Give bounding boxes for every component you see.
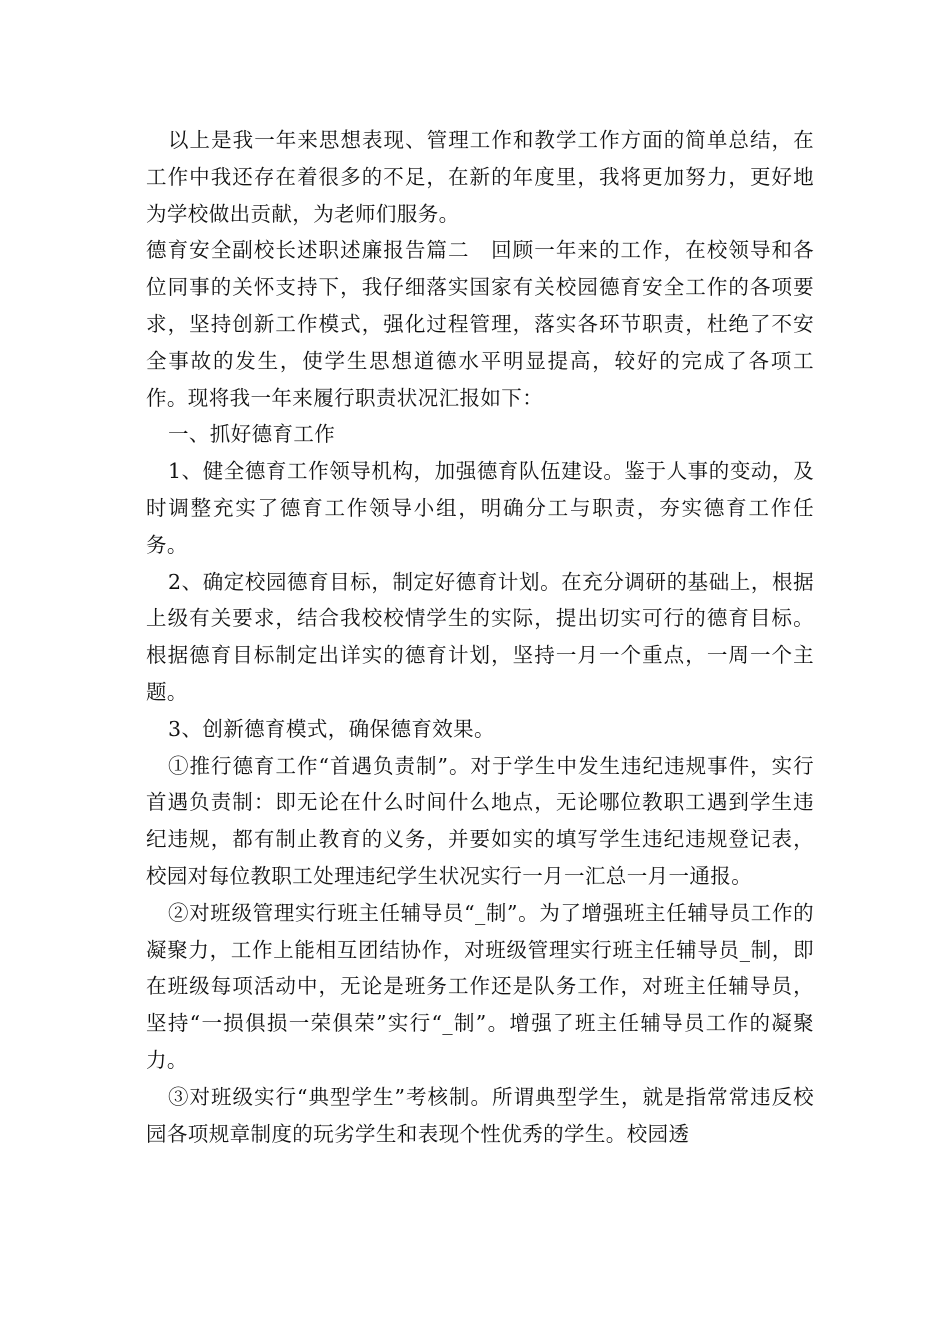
paragraph-report-intro: 德育安全副校长述职述廉报告篇二 回顾一年来的工作，在校领导和各位同事的关怀支持下，我仔细落实国家有关校园德育安全工作的各项要求，坚持创新工作模式，强化过程管理，落实各环节职责，杜绝了不安全事故的发生，使学生思想道德水平明显提高，较好的完成了各项工作。现将我一年来履行职责状况汇报如下： <box>146 238 814 410</box>
section-heading: 一、抓好德育工作 <box>168 422 336 447</box>
paragraph-item-2: 2、确定校园德育目标，制定好德育计划。在充分调研的基础上，根据上级有关要求，结合我校校情学生的实际，提出切实可行的德育目标。根据德育目标制定出详实的德育计划，坚持一月一个重点，一周一个主题。 <box>146 569 814 704</box>
paragraph-subitem-2: ②对班级管理实行班主任辅导员“_制”。为了增强班主任辅导员工作的凝聚力，工作上能相互团结协作，对班级管理实行班主任辅导员_制，即在班级每项活动中，无论是班务工作还是队务工作，对班主任辅导员，坚持“一损俱损一荣俱荣”实行“_制”。增强了班主任辅导员工作的凝聚力。 <box>146 900 814 1072</box>
paragraph-subitem-1: ①推行德育工作“首遇负责制”。对于学生中发生违纪违规事件，实行首遇负责制：即无论在什么时间什么地点，无论哪位教职工遇到学生违纪违规，都有制止教育的义务，并要如实的填写学生违纪违规登记表，校园对每位教职工处理违纪学生状况实行一月一汇总一月一通报。 <box>146 753 814 888</box>
document-body <box>146 122 814 1152</box>
paragraph-subitem-3: ③对班级实行“典型学生”考核制。所谓典型学生，就是指常常违反校园各项规章制度的玩劣学生和表现个性优秀的学生。校园透 <box>146 1084 814 1146</box>
paragraph-summary: 以上是我一年来思想表现、管理工作和教学工作方面的简单总结，在工作中我还存在着很多的不足，在新的年度里，我将更加努力，更好地为学校做出贡献，为老师们服务。 <box>146 128 814 226</box>
paragraph-item-3: 3、创新德育模式，确保德育效果。 <box>168 716 495 741</box>
paragraph-item-1: 1、健全德育工作领导机构，加强德育队伍建设。鉴于人事的变动，及时调整充实了德育工作领导小组，明确分工与职责，夯实德育工作任务。 <box>146 459 814 557</box>
